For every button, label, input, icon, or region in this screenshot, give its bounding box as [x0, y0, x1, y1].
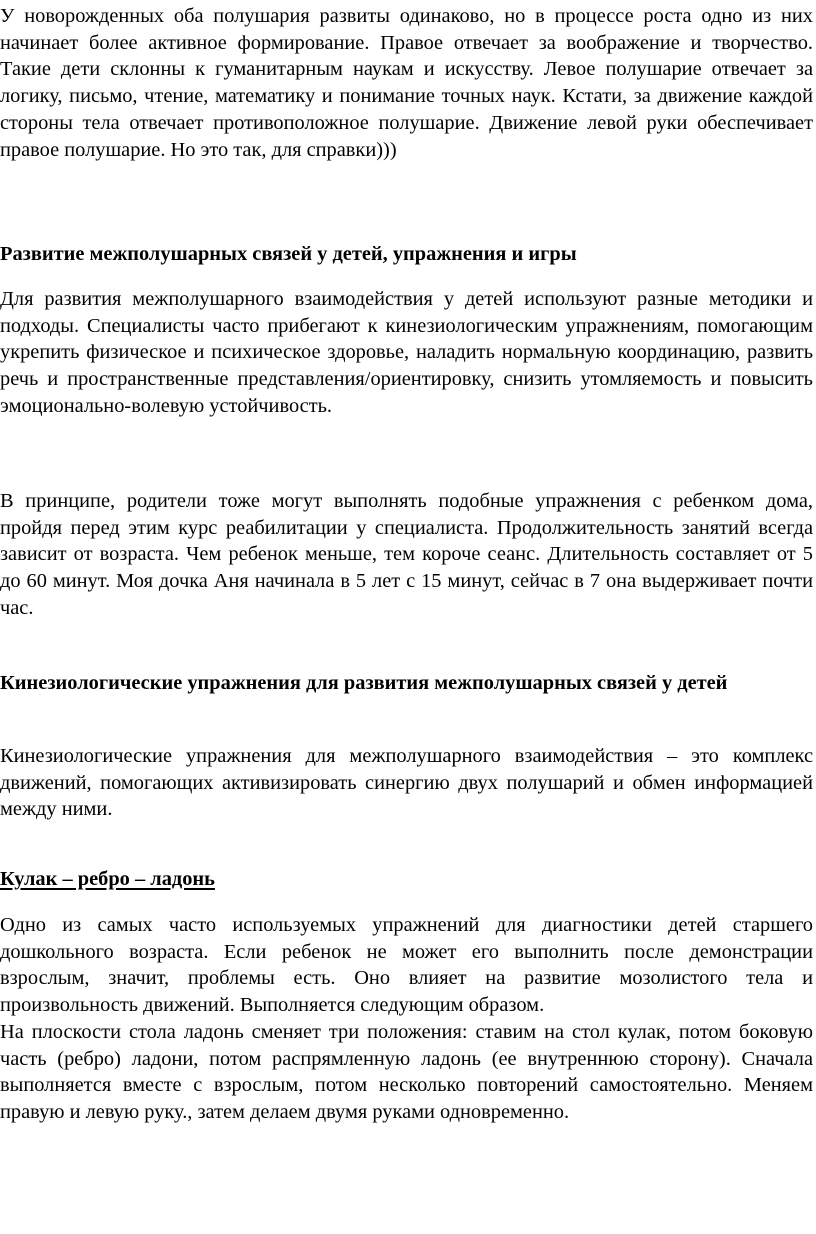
- heading-development: Развитие межполушарных связей у детей, упражнения и игры: [0, 243, 577, 265]
- heading-kinesiology: Кинезиологические упражнения для развития межполушарных связей у детей: [0, 672, 728, 694]
- paragraph-kinesiology: Кинезиологические упражнения для межполушарного взаимодействия – это комплекс движений, помогающих активизировать синергию двух полушарий и обмен информацией между ними.: [0, 745, 813, 821]
- paragraph-intro: У новорожденных оба полушария развиты одинаково, но в процессе роста одно из них начинает более активное формирование. Правое отвечает за воображение и творчество. Такие дети склонны к гуманитарным наукам и искусству. Левое полушарие отвечает за логику, письмо, чтение, математику и понимание точных наук. Кстати, за движение каждой стороны тела отвечает противоположное полушарие. Движение левой руки обеспечивает правое полушарие. Но это так, для справки))): [0, 5, 813, 161]
- heading-exercise-text: Кулак – ребро – ладонь: [0, 868, 215, 890]
- exercise-description: [0, 912, 813, 1126]
- paragraph-exercise-intro: Одно из самых часто используемых упражнений для диагностики детей старшего дошкольного возраста. Если ребенок не может его выполнить после демонстрации взрослым, значит, проблемы есть. Оно влияет на развитие мозолистого тела и произвольность движений. Выполняется следующим образом.: [0, 914, 813, 1017]
- paragraph-methods: Для развития межполушарного взаимодействия у детей используют разные методики и подходы. Специалисты часто прибегают к кинезиологическим упражнениям, помогающим укрепить физическое и психическое здоровье, наладить нормальную координацию, развить речь и пространственные представления/ориентировку, снизить утомляемость и повысить эмоционально-волевую устойчивость.: [0, 288, 813, 417]
- heading-exercise: [0, 866, 813, 893]
- paragraph-exercise-steps: На плоскости стола ладонь сменяет три положения: ставим на стол кулак, потом боковую часть (ребро) ладони, потом распрямленную ладонь (ее внутреннюю сторону). Сначала выполняется вместе с взрослым, потом несколько повторений самостоятельно. Меняем правую и левую руку., затем делаем двумя руками одновременно.: [0, 1020, 813, 1123]
- paragraph-parents: В принципе, родители тоже могут выполнять подобные упражнения с ребенком дома, пройдя перед этим курс реабилитации у специалиста. Продолжительность занятий всегда зависит от возраста. Чем ребенок меньше, тем короче сеанс. Длительность составляет от 5 до 60 минут. Моя дочка Аня начинала в 5 лет с 15 минут, сейчас в 7 она выдерживает почти час.: [0, 490, 813, 619]
